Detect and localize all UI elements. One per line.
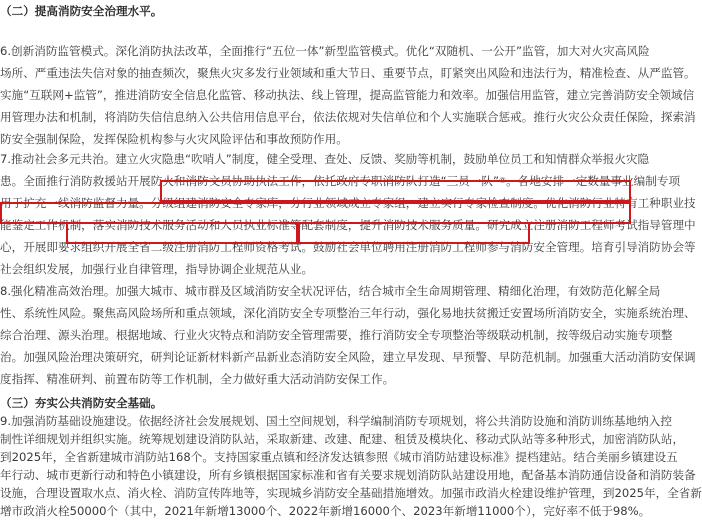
text-line: 治。加强风险治理决策研究，研判论证新材料新产品新业态消防安全风险，建立早发现、早预警、早防范机制。加强重大活动消防安保调 [0, 350, 696, 364]
text-line: 制性详细规划并组织实施。统筹规划建设消防队站，采取新建、改建、配建、租赁及模块化、移动式队站等多种形式，加密消防队站， [0, 432, 685, 446]
text-line: 社会组织发展，加强行业自律管理，指导协调企业规范从业。 [0, 262, 314, 276]
text-line: 6.创新消防监管模式。深化消防执法改革，全面推行“五位一体”新型监管模式。优化“双随机、一公开”监管，加大对火灾高风险 [0, 44, 650, 58]
text-line: 用于扩充一线消防监督力量。分级组建消防安全专家库，分行业领域成立专家组，建立实行专家检查制度。优化消防行业特有工种职业技 [0, 196, 696, 210]
section-heading-3: （三）夯实公共消防安全基础。 [0, 396, 163, 410]
footnote-marker: ⑨ [498, 176, 507, 185]
text-line [0, 170, 681, 192]
text-line: 9.加强消防基础设施建设。依据经济社会发展规划、国土空间规划，科学编制消防专项规划，将公共消防设施和消防训练基地纳入控 [0, 414, 672, 428]
text-segment: 。各地安排一定数量事业编制专项 [506, 174, 681, 188]
text-line: 综合治理、源头治理。根据地域、行业火灾特点和消防安全管理需要，推行消防安全专项整治等级联动机制，按等级启动实施专项整 [0, 328, 673, 342]
text-line: 设施，合理设置取水点、消火栓、消防宣传阵地等，实现城乡消防安全基础措施增效。加强市政消火栓建设维护管理，到2025年，全省新 [0, 486, 702, 500]
text-segment: 患。全面推行消防救援站开展防火和消防文员协助执法工作，依托政府专职消防队打造“三员一队” [0, 174, 499, 188]
text-line: 用管理办法和机制，将消防失信信息纳入公共信用信息平台，依法依规对失信单位和个人实施联合惩戒。推行火灾公众责任保险，探索消 [0, 110, 696, 124]
text-line: 性、系统性风险。聚焦高风险场所和重点领域，深化消防安全专项整治三年行动，强化易地扶贫搬迁安置场所消防安全，实施系统治理、 [0, 306, 696, 320]
text-line: 8.强化精准高效治理。加强大城市、城市群及区域消防安全状况评估，结合城市全生命周期管理、精细化治理，有效防范化解全局 [0, 284, 661, 298]
text-line: 能鉴定工作机制，落实消防技术服务活动和人员执业标准等配套制度，提升消防技术服务质量。研究成立注册消防工程师考试指导管理中 [0, 218, 696, 232]
text-line: 心，开展即要求组织开展全省二级注册消防工程师资格考试。鼓励社会单位聘用注册消防工程师参与消防安全管理。培育引导消防协会等 [0, 240, 696, 254]
text-line: 7.推动社会多元共治。建立火灾隐患“吹哨人”制度，健全受理、查处、反馈、奖励等机制，鼓励单位员工和知情群众举报火灾隐 [0, 152, 650, 166]
section-heading-2: （二）提高消防安全治理水平。 [0, 4, 163, 18]
text-line: 年行动、城市更新行动和特色小镇建设，所有乡镇根据国家标准和省有关要求规划消防队站建设用地，配备基本消防通信设备和消防装备 [0, 468, 696, 482]
text-line: 增市政消火栓50000个（其中，2021年新增13000个、2022年新增16000个、2023年新增11000个），完好率不低于98%。 [0, 504, 651, 518]
text-line: 到2025年，全省新建城市消防站168个。支持国家重点镇和经济发达镇参照《城市消防站建设标准》提档建站。结合美丽乡镇建设五 [0, 450, 678, 464]
text-line: 实施“互联网+监管”，推进消防安全信息化监管、移动执法、线上管理，提高监管能力和效率。加强信用监管，建立完善消防安全领域信 [0, 88, 695, 102]
text-line: 防安全强制保险，发挥保险机构参与火灾风险评估和事故预防作用。 [0, 132, 348, 146]
text-line: 场所、严重违法失信对象的抽查频次，聚焦火灾多发行业领域和重大节日、重要节点，盯紧突出风险和违法行为，精准检查、从严监管。 [0, 66, 696, 80]
text-line: 度指挥、精准研判、前置布防等工作机制，全力做好重大活动消防安保工作。 [0, 372, 395, 386]
